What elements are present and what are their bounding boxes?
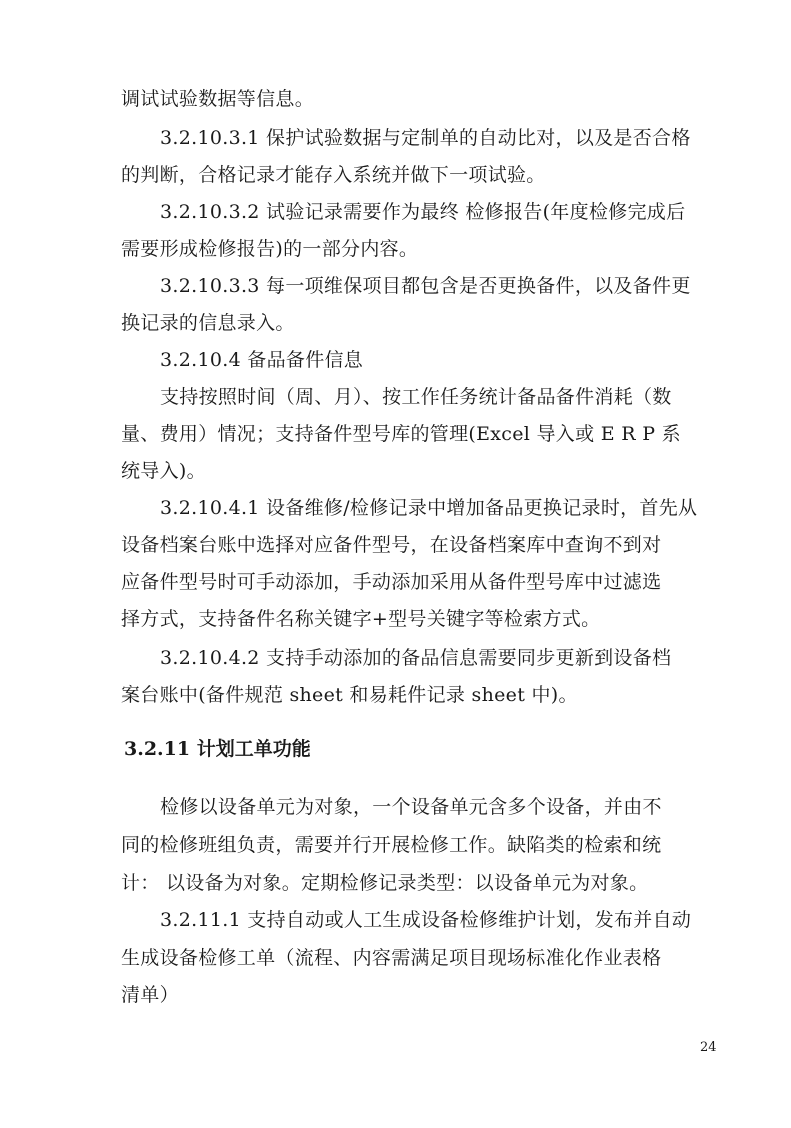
- text-line: 换记录的信息录入。: [121, 312, 295, 334]
- text-line: 择方式，支持备件名称关键字+型号关键字等检索方式。: [121, 608, 601, 630]
- text-line: 生成设备检修工单（流程、内容需满足项目现场标准化作业表格: [121, 947, 662, 969]
- text-line: 设备档案台账中选择对应备件型号，在设备档案库中查询不到对: [121, 534, 662, 556]
- text-line: 检修以设备单元为对象，一个设备单元含多个设备，并由不: [160, 796, 662, 818]
- text-line: 统导入)。: [121, 460, 206, 482]
- text-line: 3.2.11.1 支持自动或人工生成设备检修维护计划，发布并自动: [160, 909, 692, 931]
- text-line: 3.2.10.4.1 设备维修/检修记录中增加备品更换记录时，首先从: [160, 497, 698, 519]
- section-heading: 3.2.11 计划工单功能: [124, 738, 311, 760]
- text-line: 量、费用）情况；支持备件型号库的管理(Excel 导入或 E R P 系: [121, 423, 681, 445]
- text-line: 3.2.10.3.1 保护试验数据与定制单的自动比对，以及是否合格: [160, 127, 691, 149]
- text-line: 需要形成检修报告)的一部分内容。: [121, 238, 419, 260]
- text-line: 清单）: [121, 984, 179, 1006]
- text-line: 案台账中(备件规范 sheet 和易耗件记录 sheet 中)。: [121, 684, 578, 706]
- text-line: 支持按照时间（周、月）、按工作任务统计备品备件消耗（数: [160, 386, 672, 408]
- text-line: 3.2.10.4.2 支持手动添加的备品信息需要同步更新到设备档: [160, 647, 672, 669]
- text-line: 3.2.10.3.2 试验记录需要作为最终 检修报告(年度检修完成后: [160, 201, 686, 223]
- text-line: 同的检修班组负责，需要并行开展检修工作。缺陷类的检索和统: [121, 834, 662, 856]
- text-line: 计： 以设备为对象。定期检修记录类型：以设备单元为对象。: [121, 872, 649, 894]
- text-line: 的判断，合格记录才能存入系统并做下一项试验。: [121, 164, 546, 186]
- page-number: 24: [700, 1040, 717, 1055]
- section-subheading: 3.2.10.4 备品备件信息: [160, 349, 364, 371]
- text-line: 应备件型号时可手动添加，手动添加采用从备件型号库中过滤选: [121, 571, 662, 593]
- text-line: 调试试验数据等信息。: [121, 88, 315, 110]
- text-line: 3.2.10.3.3 每一项维保项目都包含是否更换备件，以及备件更: [160, 275, 691, 297]
